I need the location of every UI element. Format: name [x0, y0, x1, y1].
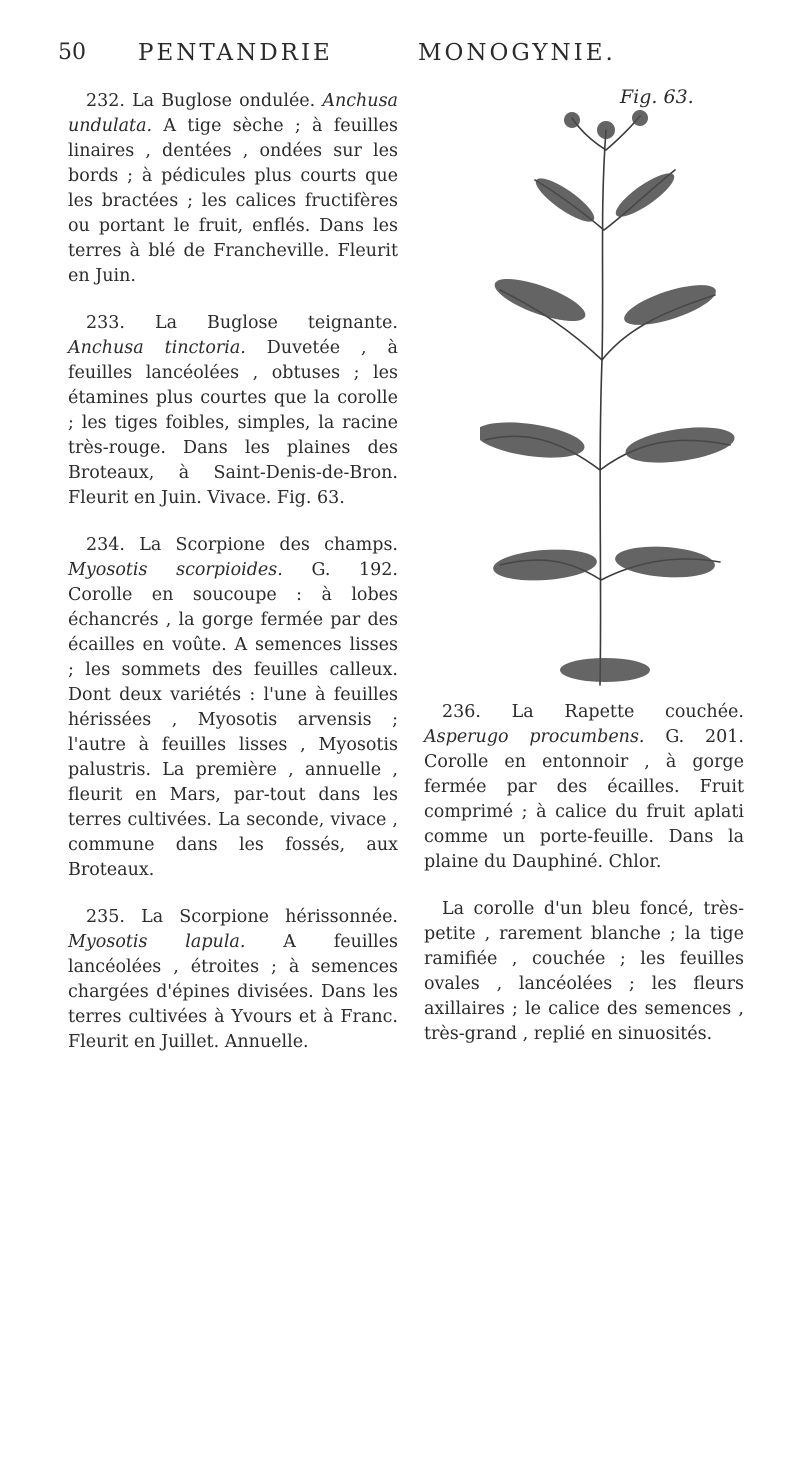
species-entry — [68, 311, 398, 511]
entry-name: La Rapette couchée. — [511, 702, 744, 722]
right-column — [424, 700, 744, 1069]
entry-latin: Anchusa tinctoria. — [68, 338, 246, 358]
entry-number: 235. — [86, 907, 125, 927]
entry-latin: Asperugo procumbens. — [424, 727, 645, 747]
entry-latin: Anchusa undulata. — [68, 91, 398, 136]
running-header — [58, 40, 748, 80]
page-number: 50 — [58, 40, 86, 65]
species-entry — [68, 89, 398, 289]
plant-illustration — [480, 110, 740, 690]
entry-latin: Myosotis lapula. — [68, 932, 246, 952]
entry-name: La Buglose ondulée. — [132, 91, 316, 111]
figure-label: Fig. 63. — [620, 86, 694, 108]
entry-number: 233. — [86, 313, 125, 333]
entry-number: 236. — [442, 702, 481, 722]
entry-number: 234. — [86, 535, 125, 555]
entry-name: La Scorpione des champs. — [139, 535, 398, 555]
header-title-right: MONOGYNIE. — [418, 40, 616, 66]
description-paragraph — [424, 897, 744, 1047]
entry-number: 232. — [86, 91, 125, 111]
entry-text: Duvetée , à feuilles lancéolées , obtuses ; les étamines plus courtes que la corolle ; les tiges foibles, simples, la racine très-rouge. Dans les plaines des Broteaux, à Saint-Denis-de-Bron. Fleurit en Juin. Vivace. Fig. 63. — [68, 338, 398, 508]
entry-latin: Myosotis scorpioides. — [68, 560, 283, 580]
entry-text: A tige sèche ; à feuilles linaires , dentées , ondées sur les bords ; à pédicules plus courts que les bractées ; les calices fructifères ou portant le fruit, enflés. Dans les terres à blé de Francheville. Fleurit en Juin. — [68, 116, 398, 286]
entry-name: La Scorpione hérissonnée. — [141, 907, 398, 927]
left-column — [68, 89, 398, 1077]
species-entry — [424, 700, 744, 875]
paragraph-text: La corolle d'un bleu foncé, très-petite , rarement blanche ; la tige ramifiée , couchée ; les feuilles ovales , lancéolées ; les fleurs axillaires ; le calice des semences , très-grand , replié en sinuosités. — [424, 899, 744, 1044]
entry-name: La Buglose teignante. — [154, 313, 398, 333]
entry-text: G. 201. Corolle en entonnoir , à gorge fermée par des écailles. Fruit comprimé ; à calice du fruit aplati comme un porte-feuille. Dans la plaine du Dauphiné. Chlor. — [424, 727, 744, 872]
entry-text: G. 192. Corolle en soucoupe : à lobes échancrés , la gorge fermée par des écailles en voûte. A semences lisses ; les sommets des feuilles calleux. Dont deux variétés : l'une à feuilles hérissées , Myosotis arvensis ; l'autre à feuilles lisses , Myosotis palustris. La première , annuelle , fleurit en Mars, par-tout dans les terres cultivées. La seconde, vivace , commune dans les fossés, aux Broteaux. — [68, 560, 398, 880]
entry-text: A feuilles lancéolées , étroites ; à semences chargées d'épines divisées. Dans les terres cultivées à Yvours et à Franc. Fleurit en Juillet. Annuelle. — [68, 932, 398, 1052]
species-entry — [68, 533, 398, 883]
header-title-left: PENTANDRIE — [138, 40, 333, 66]
species-entry — [68, 905, 398, 1055]
